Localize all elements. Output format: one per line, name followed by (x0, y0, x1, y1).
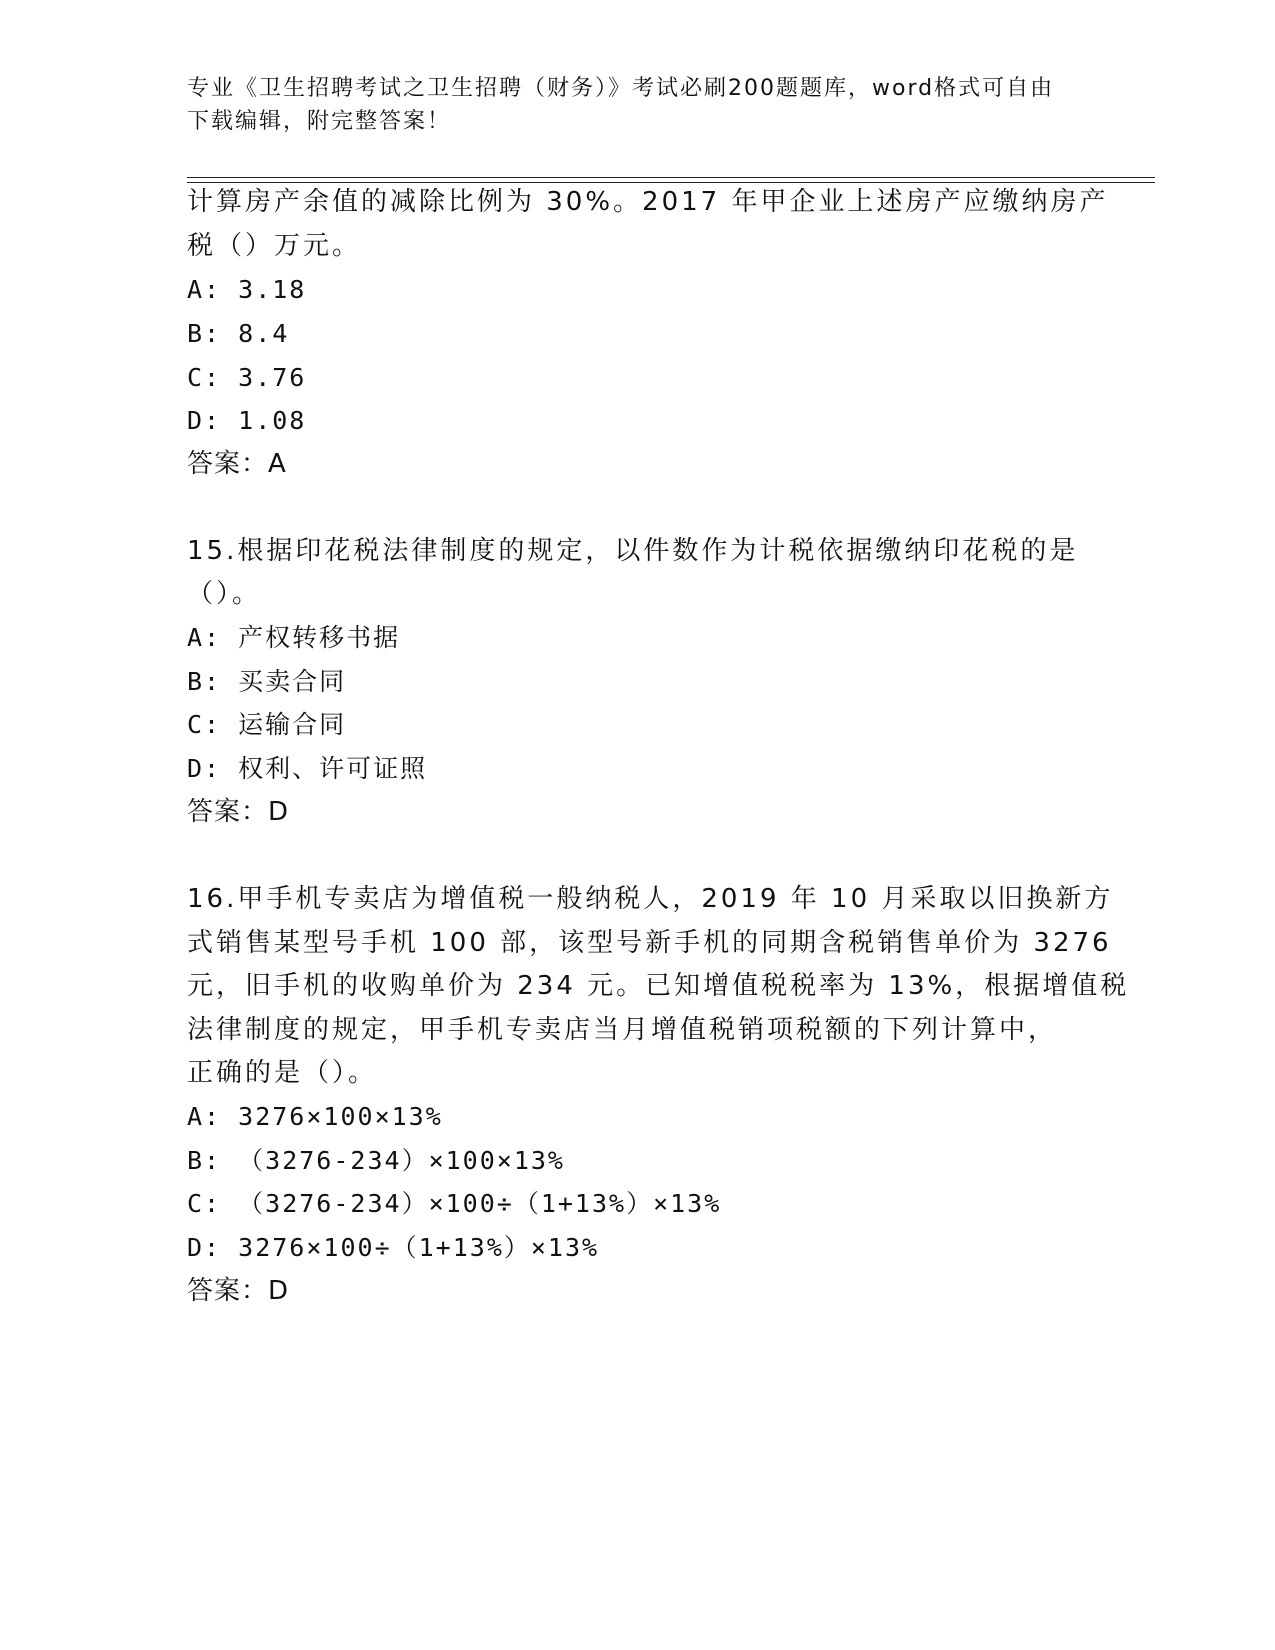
q15-text-line-1: 15.根据印花税法律制度的规定，以件数作为计税依据缴纳印花税的是 (187, 536, 1079, 566)
header-divider-bottom (187, 182, 1155, 183)
q15-option-c: C: 运输合同 (187, 710, 347, 739)
q16-option-b: B: （3276-234）×100×13% (187, 1146, 565, 1175)
q14-option-c: C: 3.76 (187, 363, 307, 392)
q15-option-b: B: 买卖合同 (187, 667, 347, 696)
q14-text-line-1: 计算房产余值的减除比例为 30%。2017 年甲企业上述房产应缴纳房产 (187, 187, 1109, 217)
q14-answer: 答案：A (187, 449, 287, 479)
q16-text-line-2: 式销售某型号手机 100 部，该型号新手机的同期含税销售单价为 3276 (187, 928, 1112, 958)
q15-text-line-2: （）。 (187, 579, 262, 609)
document-header: 专业《卫生招聘考试之卫生招聘（财务）》考试必刷200题题库，word格式可自由下载编辑，附完整答案！ (187, 76, 1055, 134)
q16-text-line-5: 正确的是（）。 (187, 1058, 378, 1088)
q16-text-line-3: 元，旧手机的收购单价为 234 元。已知增值税税率为 13%，根据增值税 (187, 971, 1130, 1001)
q16-option-d: D: 3276×100÷（1+13%）×13% (187, 1233, 600, 1262)
q16-option-c: C: （3276-234）×100÷（1+13%）×13% (187, 1189, 722, 1218)
q15-option-d: D: 权利、许可证照 (187, 754, 428, 783)
q15-answer: 答案：D (187, 797, 290, 827)
header-divider-top (187, 177, 1155, 178)
q16-option-a: A: 3276×100×13% (187, 1102, 443, 1131)
q14-option-d: D: 1.08 (187, 406, 307, 435)
q16-answer: 答案：D (187, 1276, 290, 1306)
q14-option-a: A: 3.18 (187, 275, 307, 304)
q16-text-line-1: 16.甲手机专卖店为增值税一般纳税人，2019 年 10 月采取以旧换新方 (187, 884, 1114, 914)
q16-text-line-4: 法律制度的规定，甲手机专卖店当月增值税销项税额的下列计算中， (187, 1015, 1058, 1045)
q14-option-b: B: 8.4 (187, 319, 290, 348)
q15-option-a: A: 产权转移书据 (187, 623, 401, 652)
q14-text-line-2: 税（）万元。 (187, 231, 362, 261)
